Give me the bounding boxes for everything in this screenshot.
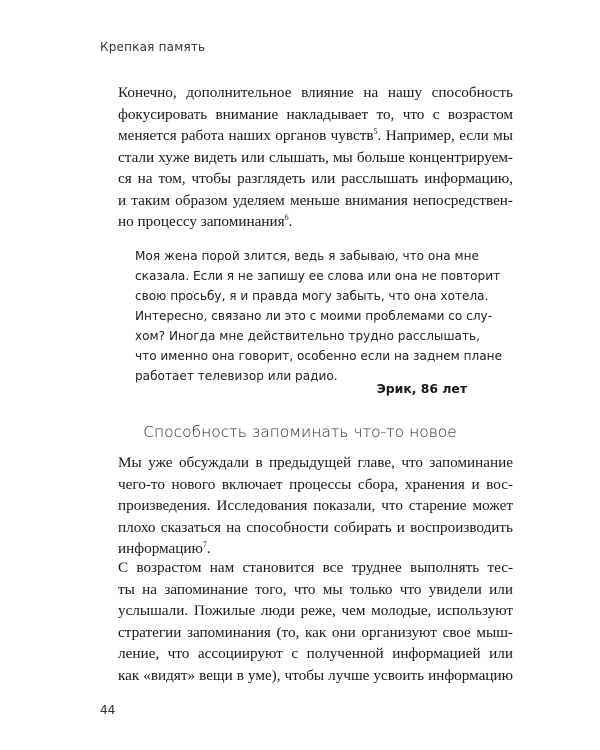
quote-line: Моя жена порой злится, ведь я забываю, что она мне [135,249,479,263]
quote-line: сказала. Если я не запишу ее слова или она не повторит [135,269,501,283]
quote-line: Интересно, связано ли это с моими проблемами со слу- [135,309,493,323]
text-fragment: информацию [118,540,203,557]
paragraph-aging-senses [118,82,513,233]
text-line: стали хуже видеть или слышать, мы больше концентрируем- [118,148,513,166]
text-fragment: но процессу запоминания [118,213,285,230]
text-fragment: . [288,213,293,230]
page-number: 44 [100,703,116,717]
footnote-ref[interactable]: 5 [373,126,378,136]
text-line: как «видят» вещи в уме), чтобы лучше усвоить информацию [118,666,513,684]
footnote-ref[interactable]: 6 [284,212,289,222]
quote-line: хом? Иногда мне действительно трудно расслышать, [135,329,480,343]
text-line: плохо сказаться на способности собирать и воспроизводить [118,518,513,536]
footnote-ref[interactable]: 7 [202,539,207,549]
text-line [118,125,513,147]
text-line: ты на запоминание того, что мы только что увидели или [118,580,513,598]
text-line: чего-то нового включает процессы сбора, хранения и вос- [118,475,513,493]
text-fragment: меняется работа наших органов чувств [118,127,374,144]
quote-line: что именно она говорит, особенно если на заднем плане [135,349,503,363]
quote-line: работает телевизор или радио. [135,369,338,383]
text-line: услышали. Пожилые люди реже, чем молодые, используют [118,602,513,619]
text-line: произведения. Исследования показали, что старение может [118,497,513,514]
text-fragment: . Например, если мы [377,127,513,144]
section-heading: Способность запоминать что-то новое [143,423,457,441]
text-line: С возрастом нам становится все труднее выполнять тес- [118,559,513,576]
text-line: ся на том, чтобы разглядеть или расслышать информацию, [118,170,513,187]
text-line: фокусировать внимание накладывает то, что с возрастом [118,105,513,123]
text-line: ление, что ассоциируют с полученной информацией или [118,645,513,662]
quote-block [135,246,503,386]
running-head: Крепкая память [100,40,206,54]
paragraph-memory-tests [118,557,513,686]
text-line: стратегии запоминания (то, как они организуют свое мыш- [118,623,513,641]
text-line [118,211,513,233]
text-line: Мы уже обсуждали в предыдущей главе, что запоминание [118,454,513,471]
quote-attribution: Эрик, 86 лет [376,381,467,396]
paragraph-new-memory [118,452,513,560]
text-line: и таким образом уделяем меньше внимания непосредствен- [118,191,513,209]
text-fragment: . [206,540,211,557]
quote-line: свою просьбу, я и правда могу забыть, что она хотела. [135,289,489,303]
text-line: Конечно, дополнительное влияние на нашу способность [118,84,513,101]
